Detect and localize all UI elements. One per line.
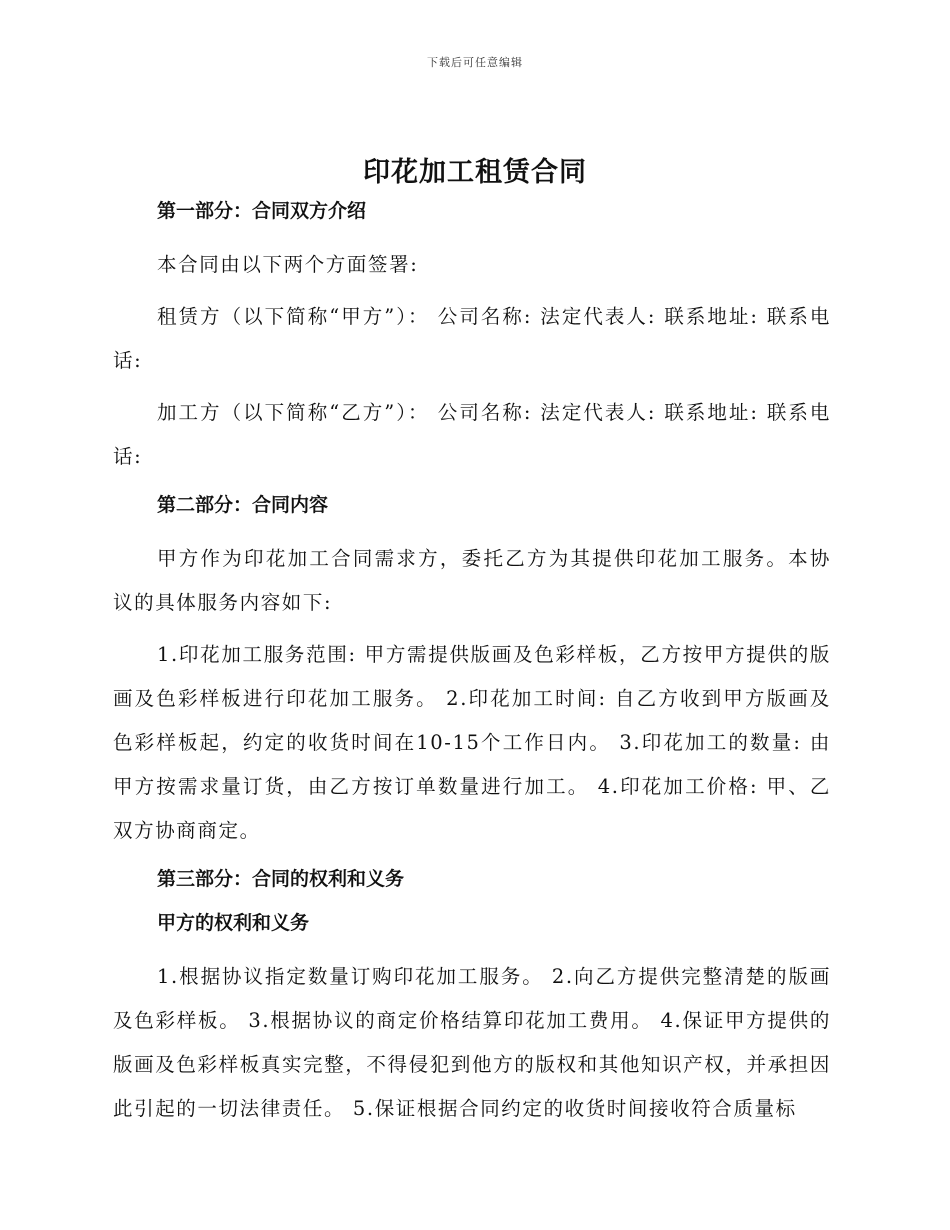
- document-body: [113, 193, 831, 1131]
- section-2-intro: 甲方作为印花加工合同需求方，委托乙方为其提供印花加工服务。本协议的具体服务内容如下:: [113, 547, 831, 614]
- section-2-heading: 第二部分：合同内容: [157, 494, 329, 516]
- section-3-heading: 第三部分：合同的权利和义务: [157, 868, 405, 890]
- party-b-info: 加工方（以下简称“乙方”）： 公司名称: 法定代表人: 联系地址: 联系电话:: [113, 401, 831, 468]
- section-1-heading: 第一部分：合同双方介绍: [157, 200, 367, 222]
- header-note: 下载后可任意编辑: [427, 56, 523, 69]
- party-a-info: 租赁方（以下简称“甲方”）： 公司名称: 法定代表人: 联系地址: 联系电话:: [113, 305, 831, 372]
- section-2-items: 1.印花加工服务范围: 甲方需提供版画及色彩样板，乙方按甲方提供的版画及色彩样板进行印花加工服务。 2.印花加工时间: 自乙方收到甲方版画及色彩样板起，约定的收货时间在10-15个工作日内。 3.印花加工的数量: 由甲方按需求量订货，由乙方按订单数量进行加工。 4.印花加工价格: 甲、乙双方协商商定。: [113, 643, 831, 842]
- section-3-items: 1.根据协议指定数量订购印花加工服务。 2.向乙方提供完整清楚的版画及色彩样板。 3.根据协议的商定价格结算印花加工费用。 4.保证甲方提供的版画及色彩样板真实完整，不得侵犯到他方的版权和其他知识产权，并承担因此引起的一切法律责任。 5.保证根据合同约定的收货时间接收符合质量标: [113, 965, 831, 1120]
- document-title: 印花加工租赁合同: [363, 157, 587, 188]
- section-1-intro: 本合同由以下两个方面签署:: [157, 253, 419, 276]
- section-3-subheading: 甲方的权利和义务: [157, 912, 310, 934]
